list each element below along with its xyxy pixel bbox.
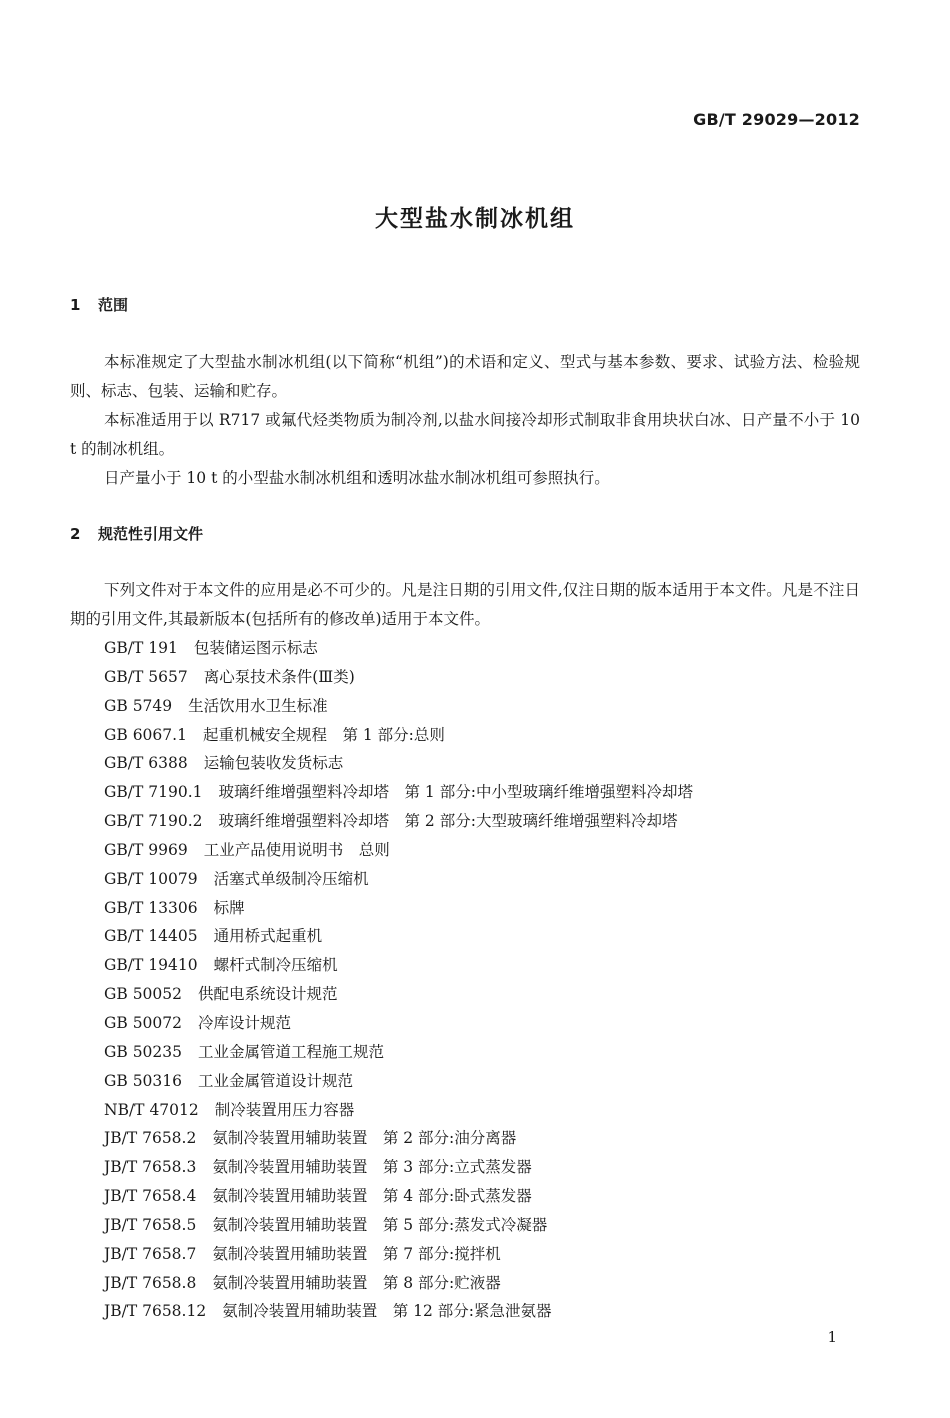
- reference-item: [104, 1211, 693, 1240]
- reference-item: [104, 1009, 693, 1038]
- reference-code: GB 50072: [104, 1013, 183, 1032]
- reference-title: 制冷装置用压力容器: [214, 1100, 355, 1119]
- reference-title: 冷库设计规范: [198, 1013, 292, 1032]
- paragraph: 日产量小于 10 t 的小型盐水制冰机组和透明冰盐水制冰机组可参照执行。: [104, 469, 610, 487]
- reference-title: 运输包装收发货标志: [203, 754, 344, 773]
- reference-code: GB 5749: [104, 696, 173, 715]
- section-title: 范围: [98, 296, 129, 314]
- reference-title: 标牌: [213, 898, 245, 917]
- reference-title: 玻璃纤维增强塑料冷却塔 第 2 部分:大型玻璃纤维增强塑料冷却塔: [218, 812, 678, 831]
- reference-code: GB/T 191: [104, 639, 178, 657]
- reference-item: [104, 922, 693, 951]
- paragraph: 本标准规定了大型盐水制冰机组(以下简称“机组”)的术语和定义、型式与基本参数、要求、试验方法、检验规则、标志、包装、运输和贮存。: [70, 353, 860, 400]
- section-number: 1: [70, 296, 81, 314]
- reference-item: [104, 1153, 693, 1182]
- reference-code: GB/T 7190.1: [104, 783, 203, 802]
- reference-title: 氨制冷装置用辅助装置 第 12 部分:紧急泄氨器: [222, 1302, 552, 1321]
- reference-code: GB/T 13306: [104, 898, 198, 917]
- section-number: 2: [70, 525, 81, 543]
- standard-number: GB/T 29029—2012: [693, 110, 860, 129]
- reference-item: [104, 1297, 693, 1326]
- reference-code: NB/T 47012: [104, 1100, 199, 1119]
- reference-item: [104, 1240, 693, 1269]
- reference-title: 氨制冷装置用辅助装置 第 3 部分:立式蒸发器: [212, 1158, 532, 1177]
- reference-code: JB/T 7658.5: [104, 1215, 197, 1234]
- reference-title: 活塞式单级制冷压缩机: [213, 869, 369, 888]
- reference-item: [104, 894, 693, 923]
- paragraph: 下列文件对于本文件的应用是必不可少的。凡是注日期的引用文件,仅注日期的版本适用于本文件。凡是不注日期的引用文件,其最新版本(包括所有的修改单)适用于本文件。: [70, 581, 860, 628]
- reference-title: 氨制冷装置用辅助装置 第 7 部分:搅拌机: [212, 1244, 501, 1263]
- reference-title: 工业金属管道设计规范: [198, 1071, 354, 1090]
- reference-code: GB/T 14405: [104, 927, 198, 946]
- reference-title: 氨制冷装置用辅助装置 第 8 部分:贮液器: [212, 1273, 501, 1292]
- reference-item: [104, 1096, 693, 1125]
- section-heading-normative-references: [70, 523, 203, 544]
- reference-title: 氨制冷装置用辅助装置 第 4 部分:卧式蒸发器: [212, 1187, 532, 1206]
- reference-code: GB 6067.1: [104, 725, 187, 744]
- reference-code: GB/T 7190.2: [104, 812, 203, 831]
- document-title: 大型盐水制冰机组: [375, 206, 575, 232]
- page-number: 1: [827, 1328, 837, 1346]
- reference-title: 玻璃纤维增强塑料冷却塔 第 1 部分:中小型玻璃纤维增强塑料冷却塔: [218, 783, 693, 802]
- reference-item: [104, 865, 693, 894]
- reference-code: JB/T 7658.7: [104, 1244, 197, 1263]
- reference-code: JB/T 7658.12: [104, 1302, 207, 1321]
- reference-code: GB 50052: [104, 985, 183, 1004]
- reference-title: 离心泵技术条件(Ⅲ类): [203, 667, 355, 686]
- reference-title: 螺杆式制冷压缩机: [213, 956, 338, 975]
- reference-title: 起重机械安全规程 第 1 部分:总则: [202, 725, 445, 744]
- reference-code: GB/T 19410: [104, 956, 198, 975]
- reference-code: JB/T 7658.3: [104, 1158, 197, 1177]
- reference-title: 供配电系统设计规范: [198, 985, 338, 1004]
- reference-title: 生活饮用水卫生标准: [188, 696, 328, 715]
- reference-code: JB/T 7658.8: [104, 1273, 197, 1292]
- reference-title: 氨制冷装置用辅助装置 第 2 部分:油分离器: [212, 1129, 517, 1148]
- reference-code: JB/T 7658.2: [104, 1129, 197, 1148]
- reference-code: GB/T 9969: [104, 840, 188, 859]
- reference-item: [104, 836, 693, 865]
- reference-item: [104, 663, 693, 692]
- reference-item: [104, 778, 693, 807]
- reference-title: 工业金属管道工程施工规范: [198, 1042, 385, 1061]
- reference-item: [104, 1038, 693, 1067]
- reference-item: [104, 749, 693, 778]
- reference-list: [104, 634, 693, 1326]
- reference-item: [104, 721, 693, 750]
- reference-item: [104, 807, 693, 836]
- reference-item: [104, 1269, 693, 1298]
- reference-item: [104, 1067, 693, 1096]
- reference-code: JB/T 7658.4: [104, 1187, 197, 1206]
- reference-item: [104, 1124, 693, 1153]
- reference-code: GB 50316: [104, 1071, 183, 1090]
- reference-code: GB 50235: [104, 1042, 183, 1061]
- reference-title: 氨制冷装置用辅助装置 第 5 部分:蒸发式冷凝器: [212, 1215, 548, 1234]
- reference-item: [104, 980, 693, 1009]
- section-title: 规范性引用文件: [98, 525, 204, 543]
- paragraph: 本标准适用于以 R717 或氟代烃类物质为制冷剂,以盐水间接冷却形式制取非食用块状白冰、日产量不小于 10 t 的制冰机组。: [70, 411, 860, 458]
- section-heading-scope: [70, 294, 128, 315]
- reference-item: [104, 951, 693, 980]
- reference-code: GB/T 6388: [104, 754, 188, 773]
- reference-code: GB/T 5657: [104, 667, 188, 686]
- reference-item: [104, 634, 693, 663]
- reference-title: 通用桥式起重机: [213, 927, 323, 946]
- reference-item: [104, 1182, 693, 1211]
- reference-title: 包装储运图示标志: [193, 639, 318, 657]
- reference-item: [104, 692, 693, 721]
- reference-code: GB/T 10079: [104, 869, 198, 888]
- reference-title: 工业产品使用说明书 总则: [203, 840, 390, 859]
